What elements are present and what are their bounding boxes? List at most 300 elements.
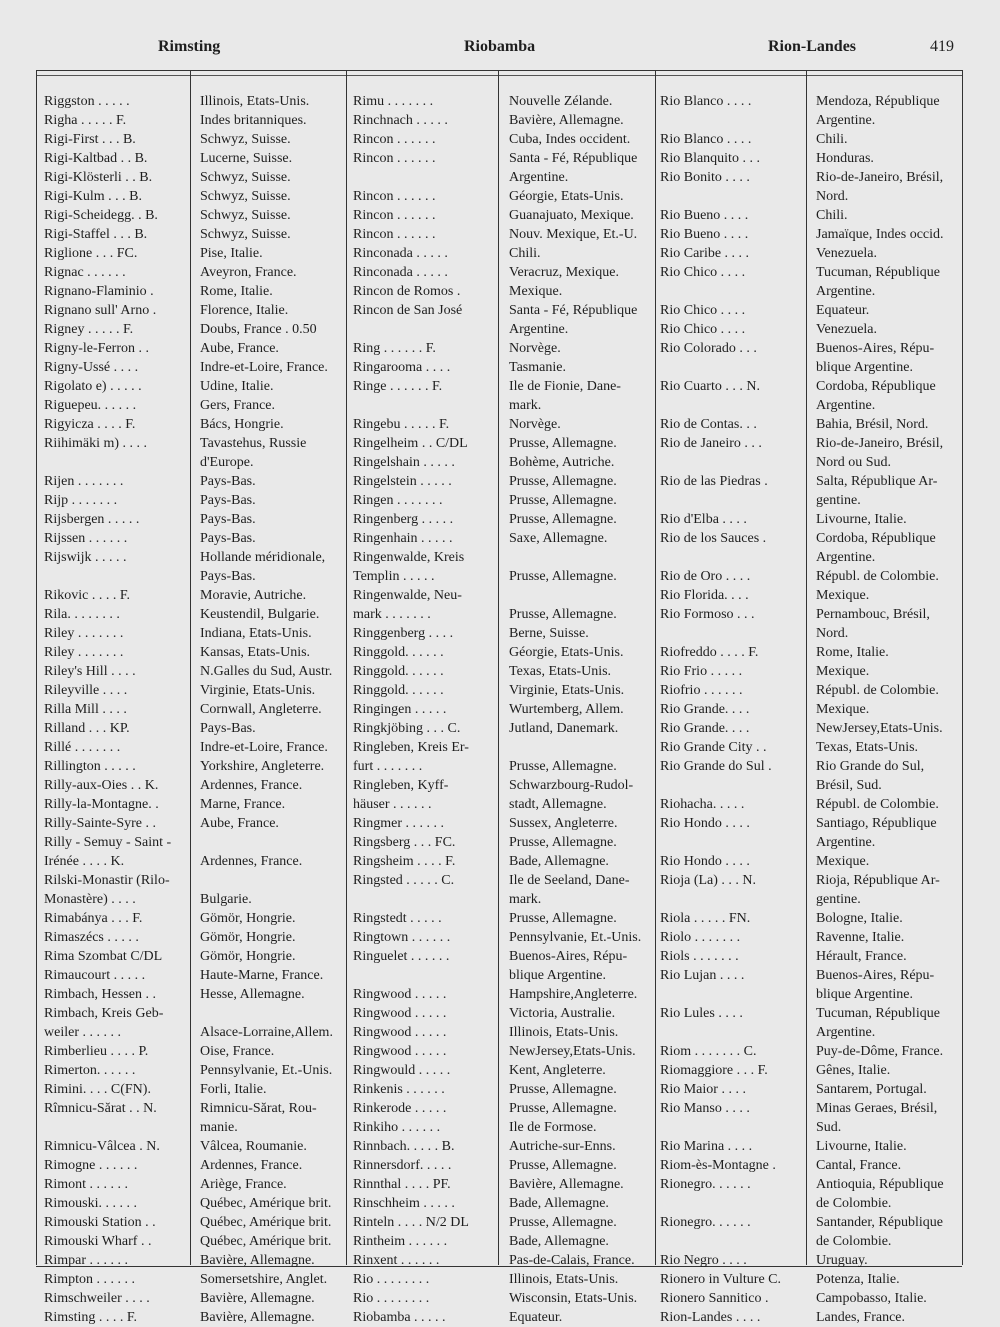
- place-location: Prusse, Allemagne.: [509, 493, 617, 508]
- place-name: Rio de Oro . . . .: [660, 569, 751, 584]
- place-name: Rinnthal . . . . PF.: [353, 1177, 451, 1192]
- place-location: Tucuman, République: [816, 265, 940, 280]
- place-name: Rilla Mill . . . .: [44, 702, 127, 717]
- entry-row: [660, 510, 966, 529]
- place-location: blique Argentine.: [816, 360, 913, 375]
- entry-row: [44, 662, 350, 681]
- entry-row: [660, 415, 966, 434]
- entry-row: [353, 1099, 659, 1118]
- entry-row: [353, 320, 659, 339]
- entry-row: [660, 947, 966, 966]
- place-location: Cordoba, République: [816, 531, 936, 546]
- entry-row: [44, 852, 350, 871]
- place-location: Géorgie, Etats-Unis.: [509, 189, 624, 204]
- place-name: Rigi-First . . . B.: [44, 132, 136, 147]
- place-name: Rio Grande City . .: [660, 740, 767, 755]
- place-location: Mexique.: [816, 702, 870, 717]
- place-location: Rimnicu-Sărat, Rou-: [200, 1101, 317, 1116]
- place-location: [503, 548, 659, 567]
- place-location: Argentine.: [816, 284, 876, 299]
- entry-row: [44, 700, 350, 719]
- entry-row: [660, 643, 966, 662]
- place-name: [660, 1194, 810, 1213]
- place-name: Righa . . . . . F.: [44, 113, 127, 128]
- place-name: Rimont . . . . . .: [44, 1177, 129, 1192]
- place-location: Argentine.: [816, 113, 876, 128]
- place-name: furt . . . . . . .: [353, 759, 423, 774]
- place-name: Ringenhain . . . . .: [353, 531, 453, 546]
- entry-row: [44, 985, 350, 1004]
- place-location: Ravenne, Italie.: [816, 930, 905, 945]
- entry-row: [660, 244, 966, 263]
- place-location: Schwyz, Suisse.: [200, 170, 291, 185]
- place-location: Ardennes, France.: [200, 1158, 303, 1173]
- place-location: Aube, France.: [200, 816, 279, 831]
- place-location: Nord.: [816, 626, 849, 641]
- entry-row: [44, 567, 350, 586]
- place-location: Géorgie, Etats-Unis.: [509, 645, 624, 660]
- entry-row: [660, 1175, 966, 1194]
- place-name: Ringelstein . . . . .: [353, 474, 452, 489]
- place-name: Rincon de San José: [353, 303, 463, 318]
- place-name: Rimaszécs . . . . .: [44, 930, 139, 945]
- place-name: Rio d'Elba . . . .: [660, 512, 747, 527]
- place-name: Ringenwalde, Neu-: [353, 588, 462, 603]
- place-name: Ringe . . . . . . F.: [353, 379, 443, 394]
- place-name: [353, 320, 503, 339]
- entry-row: [44, 187, 350, 206]
- entry-row: [44, 1023, 350, 1042]
- place-location: [194, 833, 350, 852]
- place-name: Rio Bonito . . . .: [660, 170, 750, 185]
- entry-row: [44, 92, 350, 111]
- place-location: Mexique.: [816, 854, 870, 869]
- place-location: Schwyz, Suisse.: [200, 132, 291, 147]
- entry-row: [660, 282, 966, 301]
- place-location: Udine, Italie.: [200, 379, 274, 394]
- entry-row: [44, 1042, 350, 1061]
- place-name: Monastère) . . . .: [44, 892, 136, 907]
- place-name: Rincon . . . . . .: [353, 227, 436, 242]
- place-name: Rila. . . . . . . .: [44, 607, 120, 622]
- place-name: Rinkerode . . . . .: [353, 1101, 447, 1116]
- place-name: [660, 833, 810, 852]
- entry-row: [44, 206, 350, 225]
- place-name: Riley . . . . . . .: [44, 626, 124, 641]
- place-location: Santander, République: [816, 1215, 943, 1230]
- place-name: [660, 396, 810, 415]
- entry-row: [660, 1099, 966, 1118]
- gazetteer-column-3: [660, 92, 966, 1327]
- place-name: Rigi-Kaltbad . . B.: [44, 151, 148, 166]
- place-name: [660, 491, 810, 510]
- entry-row: [660, 491, 966, 510]
- place-name: Rio Blanquito . . .: [660, 151, 760, 166]
- entry-row: [353, 1061, 659, 1080]
- entry-row: [353, 282, 659, 301]
- entry-row: [353, 453, 659, 472]
- place-name: Ringgold. . . . . .: [353, 664, 444, 679]
- place-name: Rimschweiler . . . .: [44, 1291, 150, 1306]
- entry-row: [660, 890, 966, 909]
- place-location: Kent, Angleterre.: [509, 1063, 606, 1078]
- entry-row: [660, 1289, 966, 1308]
- place-name: Rignano sull' Arno .: [44, 303, 157, 318]
- place-name: Rintheim . . . . . .: [353, 1234, 448, 1249]
- place-name: Rincon de Romos .: [353, 284, 461, 299]
- place-name: [353, 396, 503, 415]
- place-location: Berne, Suisse.: [509, 626, 589, 641]
- place-name: Ringsheim . . . . F.: [353, 854, 456, 869]
- place-name: Rio Blanco . . . .: [660, 94, 752, 109]
- entry-row: [660, 358, 966, 377]
- place-name: Rio Hondo . . . .: [660, 854, 750, 869]
- place-location: Rio Grande do Sul,: [816, 759, 925, 774]
- place-name: Riolo . . . . . . .: [660, 930, 741, 945]
- entry-row: [660, 1251, 966, 1270]
- entry-row: [353, 833, 659, 852]
- entry-row: [353, 871, 659, 890]
- place-name: Rigi-Klösterli . . B.: [44, 170, 153, 185]
- place-name: Rio de los Sauces .: [660, 531, 767, 546]
- place-name: [353, 168, 503, 187]
- place-name: Rincon . . . . . .: [353, 132, 436, 147]
- place-location: Venezuela.: [816, 246, 878, 261]
- gazetteer-column-2: [353, 92, 659, 1327]
- place-location: Livourne, Italie.: [816, 1139, 907, 1154]
- place-location: Prusse, Allemagne.: [509, 1082, 617, 1097]
- place-name: Rimpar . . . . . .: [44, 1253, 128, 1268]
- place-name: Rincon . . . . . .: [353, 208, 436, 223]
- entry-row: [353, 966, 659, 985]
- place-location: Prusse, Allemagne.: [509, 436, 617, 451]
- entry-row: [44, 871, 350, 890]
- entry-row: [660, 909, 966, 928]
- place-location: Gömör, Hongrie.: [200, 911, 296, 926]
- place-location: mark.: [509, 398, 542, 413]
- entry-row: [660, 396, 966, 415]
- place-name: Rio Florida. . . .: [660, 588, 749, 603]
- place-name: Rincon . . . . . .: [353, 151, 436, 166]
- place-location: Somersetshire, Anglet.: [200, 1272, 328, 1287]
- place-name: Rio Caribe . . . .: [660, 246, 750, 261]
- place-location: Texas, Etats-Unis.: [816, 740, 919, 755]
- place-location: Pays-Bas.: [200, 721, 256, 736]
- place-location: Saxe, Allemagne.: [509, 531, 608, 546]
- entry-row: [353, 1118, 659, 1137]
- place-location: Mendoza, République: [816, 94, 940, 109]
- place-location: Gênes, Italie.: [816, 1063, 891, 1078]
- entry-row: [353, 947, 659, 966]
- entry-row: [353, 130, 659, 149]
- place-name: Rio Grande. . . .: [660, 702, 750, 717]
- place-location: NewJersey,Etats-Unis.: [816, 721, 943, 736]
- place-name: [660, 548, 810, 567]
- place-location: Pays-Bas.: [200, 569, 256, 584]
- place-location: Nord ou Sud.: [816, 455, 892, 470]
- place-location: mark.: [509, 892, 542, 907]
- entry-row: [44, 168, 350, 187]
- place-location: Forli, Italie.: [200, 1082, 267, 1097]
- entry-row: [44, 111, 350, 130]
- place-location: Tasmanie.: [509, 360, 566, 375]
- place-location: Prusse, Allemagne.: [509, 1101, 617, 1116]
- place-name: Rinschheim . . . . .: [353, 1196, 455, 1211]
- entry-row: [353, 852, 659, 871]
- entry-row: [44, 491, 350, 510]
- entry-row: [353, 472, 659, 491]
- place-location: Prusse, Allemagne.: [509, 474, 617, 489]
- place-location: Hampshire,Angleterre.: [509, 987, 638, 1002]
- gazetteer-column-1: [44, 92, 350, 1327]
- place-location: Mexique.: [509, 284, 563, 299]
- entry-row: [44, 1194, 350, 1213]
- header-right-word: Rion-Landes: [768, 38, 857, 55]
- entry-row: [660, 928, 966, 947]
- entry-row: [660, 1213, 966, 1232]
- place-name: Rijp . . . . . . .: [44, 493, 118, 508]
- place-name: Templin . . . . .: [353, 569, 435, 584]
- place-location: Bavière, Allemagne.: [200, 1310, 315, 1325]
- place-name: Rilly-la-Montagne. .: [44, 797, 159, 812]
- entry-row: [353, 149, 659, 168]
- entry-row: [353, 187, 659, 206]
- place-name: Rilly-Sainte-Syre . .: [44, 816, 156, 831]
- entry-row: [660, 605, 966, 624]
- entry-row: [660, 1080, 966, 1099]
- entry-row: [660, 1232, 966, 1251]
- place-location: Pernambouc, Brésil,: [816, 607, 930, 622]
- place-name: mark . . . . . . .: [353, 607, 431, 622]
- place-location: Pas-de-Calais, France.: [509, 1253, 635, 1268]
- place-name: Rigny-le-Ferron . .: [44, 341, 149, 356]
- place-location: Indes britanniques.: [200, 113, 307, 128]
- entry-row: [353, 776, 659, 795]
- entry-row: [353, 586, 659, 605]
- place-location: Rioja, République Ar-: [816, 873, 940, 888]
- place-location: Buenos-Aires, Répu-: [509, 949, 628, 964]
- place-name: Rimaucourt . . . . .: [44, 968, 146, 983]
- entry-row: [44, 434, 350, 453]
- place-location: Marne, France.: [200, 797, 286, 812]
- entry-row: [660, 92, 966, 111]
- entry-row: [44, 149, 350, 168]
- place-name: Ringebu . . . . . F.: [353, 417, 450, 432]
- place-location: Jutland, Danemark.: [509, 721, 619, 736]
- place-location: [194, 1004, 350, 1023]
- entry-row: [44, 301, 350, 320]
- place-location: Florence, Italie.: [200, 303, 289, 318]
- entry-row: [353, 263, 659, 282]
- place-name: Rio Colorado . . .: [660, 341, 757, 356]
- place-location: manie.: [200, 1120, 238, 1135]
- place-name: Rigi-Scheidegg. . B.: [44, 208, 158, 223]
- place-name: Rincon . . . . . .: [353, 189, 436, 204]
- entry-row: [44, 415, 350, 434]
- place-location: Chili.: [816, 208, 848, 223]
- place-location: Chili.: [509, 246, 541, 261]
- place-location: Québec, Amérique brit.: [200, 1215, 332, 1230]
- place-location: Uruguay.: [816, 1253, 868, 1268]
- place-name: Rigi-Kulm . . . B.: [44, 189, 143, 204]
- page-number: 419: [930, 38, 954, 55]
- place-name: Rinxent . . . . . .: [353, 1253, 440, 1268]
- place-name: Riggston . . . . .: [44, 94, 130, 109]
- entry-row: [353, 643, 659, 662]
- entry-row: [660, 833, 966, 852]
- place-location: Républ. de Colombie.: [816, 797, 939, 812]
- place-location: Nouvelle Zélande.: [509, 94, 613, 109]
- place-name: Rio de las Piedras .: [660, 474, 768, 489]
- place-location: Pays-Bas.: [200, 531, 256, 546]
- place-name: Riley's Hill . . . .: [44, 664, 136, 679]
- place-location: Alsace-Lorraine,Allem.: [200, 1025, 333, 1040]
- place-location: Rome, Italie.: [200, 284, 273, 299]
- place-name: [44, 453, 194, 472]
- place-location: Prusse, Allemagne.: [509, 1215, 617, 1230]
- place-name: Riomaggiore . . . F.: [660, 1063, 768, 1078]
- entry-row: [660, 966, 966, 985]
- place-name: [660, 187, 810, 206]
- place-location: Indiana, Etats-Unis.: [200, 626, 312, 641]
- entry-row: [44, 320, 350, 339]
- place-location: Républ. de Colombie.: [816, 683, 939, 698]
- place-location: d'Europe.: [200, 455, 254, 470]
- place-name: [660, 1023, 810, 1042]
- entry-row: [44, 339, 350, 358]
- entry-row: [44, 1251, 350, 1270]
- place-name: [660, 282, 810, 301]
- place-location: Salta, République Ar-: [816, 474, 938, 489]
- place-name: Rio . . . . . . . .: [353, 1291, 430, 1306]
- entry-row: [353, 1175, 659, 1194]
- place-location: Ardennes, France.: [200, 778, 303, 793]
- entry-row: [44, 624, 350, 643]
- place-location: Moravie, Autriche.: [200, 588, 307, 603]
- place-location: Argentine.: [509, 322, 569, 337]
- place-location: Norvège.: [509, 341, 561, 356]
- place-location: Pennsylvanie, Et.-Unis.: [200, 1063, 333, 1078]
- entry-row: [660, 1270, 966, 1289]
- place-location: Victoria, Australie.: [509, 1006, 616, 1021]
- entry-row: [353, 358, 659, 377]
- entry-row: [660, 719, 966, 738]
- place-location: [503, 738, 659, 757]
- place-location: [503, 586, 659, 605]
- entry-row: [660, 1118, 966, 1137]
- place-location: Ardennes, France.: [200, 854, 303, 869]
- entry-row: [353, 1137, 659, 1156]
- place-name: Rigyicza . . . . F.: [44, 417, 136, 432]
- place-location: Equateur.: [509, 1310, 563, 1325]
- place-location: Rome, Italie.: [816, 645, 889, 660]
- place-location: Prusse, Allemagne.: [509, 1158, 617, 1173]
- place-name: Rilly-aux-Oies . . K.: [44, 778, 159, 793]
- place-name: Ringgold. . . . . .: [353, 683, 444, 698]
- place-location: Keustendil, Bulgarie.: [200, 607, 320, 622]
- place-location: Québec, Amérique brit.: [200, 1234, 332, 1249]
- place-location: Cornwall, Angleterre.: [200, 702, 322, 717]
- place-name: Rinconada . . . . .: [353, 265, 448, 280]
- place-name: Irénée . . . . K.: [44, 854, 125, 869]
- entry-row: [353, 928, 659, 947]
- place-location: Nouv. Mexique, Et.-U.: [509, 227, 638, 242]
- place-location: Hollande méridionale,: [200, 550, 326, 565]
- place-location: Kansas, Etats-Unis.: [200, 645, 311, 660]
- place-name: Ringsberg . . . FC.: [353, 835, 456, 850]
- entry-row: [44, 263, 350, 282]
- place-location: Bahia, Brésil, Nord.: [816, 417, 929, 432]
- entry-row: [660, 149, 966, 168]
- place-location: Bulgarie.: [200, 892, 252, 907]
- place-name: Rimouski Station . .: [44, 1215, 156, 1230]
- frame-left-rule: [36, 70, 37, 1265]
- place-location: Tavastehus, Russie: [200, 436, 307, 451]
- place-name: Rimouski. . . . . .: [44, 1196, 137, 1211]
- place-location: Pise, Italie.: [200, 246, 263, 261]
- place-name: weiler . . . . . .: [44, 1025, 121, 1040]
- place-location: Argentine.: [509, 170, 569, 185]
- entry-row: [44, 472, 350, 491]
- entry-row: [660, 567, 966, 586]
- place-location: Cuba, Indes occident.: [509, 132, 631, 147]
- place-location: de Colombie.: [816, 1234, 892, 1249]
- place-name: Rio Hondo . . . .: [660, 816, 750, 831]
- place-location: Bács, Hongrie.: [200, 417, 284, 432]
- entry-row: [44, 225, 350, 244]
- place-name: Rigi-Staffel . . . B.: [44, 227, 148, 242]
- place-name: Ringgold. . . . . .: [353, 645, 444, 660]
- place-location: Schwyz, Suisse.: [200, 227, 291, 242]
- place-name: Rio Manso . . . .: [660, 1101, 750, 1116]
- place-location: Equateur.: [816, 303, 870, 318]
- place-name: Rio Lujan . . . .: [660, 968, 745, 983]
- place-name: Ringwood . . . . .: [353, 1044, 447, 1059]
- place-name: Riom . . . . . . . C.: [660, 1044, 757, 1059]
- entry-row: [660, 1194, 966, 1213]
- place-location: Norvège.: [509, 417, 561, 432]
- place-location: Bavière, Allemagne.: [509, 1177, 624, 1192]
- entry-row: [660, 434, 966, 453]
- place-name: Rimbach, Kreis Geb-: [44, 1006, 164, 1021]
- entry-row: [353, 301, 659, 320]
- place-location: Oise, France.: [200, 1044, 275, 1059]
- entry-row: [660, 320, 966, 339]
- place-name: [44, 1118, 194, 1137]
- place-name: Rinchnach . . . . .: [353, 113, 448, 128]
- place-location: Prusse, Allemagne.: [509, 569, 617, 584]
- place-location: Argentine.: [816, 1025, 876, 1040]
- place-location: Prusse, Allemagne.: [509, 512, 617, 527]
- entry-row: [660, 1308, 966, 1327]
- place-location: Aveyron, France.: [200, 265, 297, 280]
- place-location: Doubs, France . 0.50: [200, 322, 317, 337]
- entry-row: [44, 1004, 350, 1023]
- place-name: häuser . . . . . .: [353, 797, 432, 812]
- place-location: de Colombie.: [816, 1196, 892, 1211]
- place-location: blique Argentine.: [509, 968, 606, 983]
- place-name: Rio . . . . . . . .: [353, 1272, 430, 1287]
- place-name: Rio Maior . . . .: [660, 1082, 746, 1097]
- entry-row: [660, 529, 966, 548]
- place-name: [660, 111, 810, 130]
- place-name: [44, 567, 194, 586]
- place-name: Rignac . . . . . .: [44, 265, 126, 280]
- entry-row: [44, 510, 350, 529]
- place-name: [660, 453, 810, 472]
- entry-row: [44, 529, 350, 548]
- entry-row: [660, 871, 966, 890]
